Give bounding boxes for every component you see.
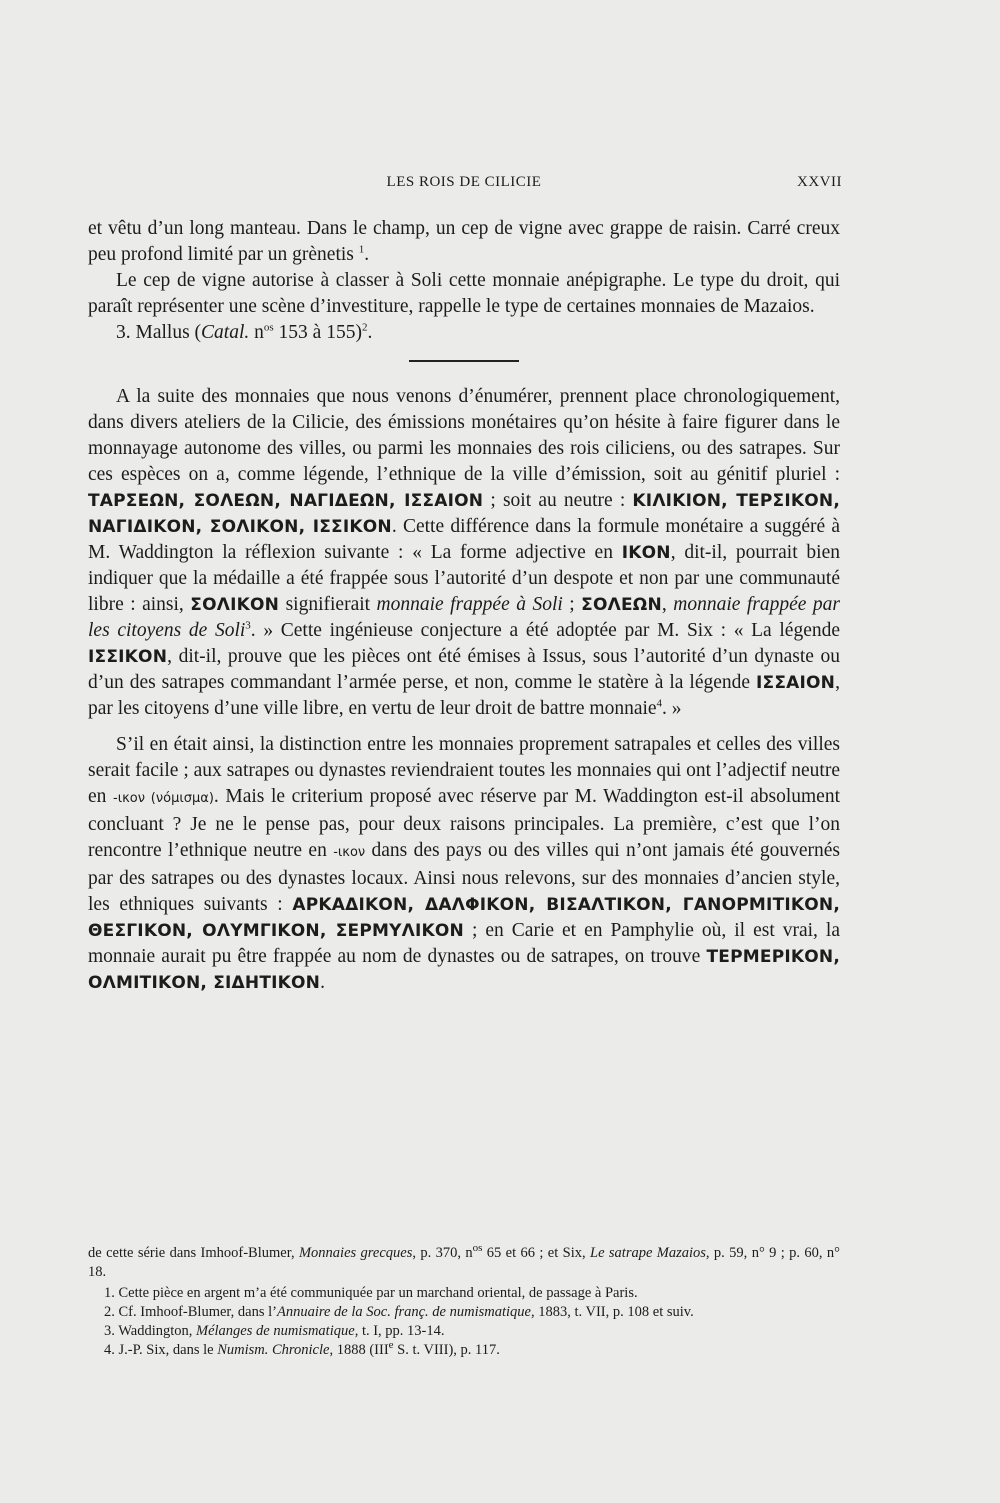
header-title: LES ROIS DE CILICIE [386, 174, 542, 190]
greek-suffix: -ικον (νόμισμα) [113, 790, 214, 806]
footnote-ref-3[interactable]: 3 [245, 619, 251, 631]
greek-legend: ΣΟΛΕΩΝ [581, 594, 662, 615]
greek-legend: ΚΙΛΙΚΙΟΝ, ΤΕΡΣΙΚΟΝ, ΝΑΓΙΔΙΚΟΝ, ΣΟΛΙΚΟΝ, ΙΣΣΙΚΟΝ [88, 490, 840, 537]
paragraph-5: S’il en était ainsi, la distinction entre les monnaies proprement satrapales et celles des villes serait facile ; aux satrapes ou dynastes reviendraient toutes les monnaies qui ont l’adjectif neutre en -ικον (νόμισμα). Mais le criterium proposé avec réserve par M. Waddington est-il absolument concluant ? Je ne le pense pas, pour deux raisons principales. La première, c’est que l’on rencontre l’ethnique neutre en -ικον dans des pays ou des villes qui n’ont jamais été gouvernés par des satrapes ou des dynastes locaux. Ainsi nous relevons, sur des monnaies d’ancien style, les ethniques suivants : ΑΡΚΑΔΙΚΟΝ, ΔΑΛΦΙΚΟΝ, ΒΙΣΑΛΤΙΚΟΝ, ΓΑΝΟΡΜΙΤΙΚΟΝ, ΘΕΣΓΙΚΟΝ, ΟΛΥΜΓΙΚΟΝ, ΣΕΡΜΥΛΙΚΟΝ ; en Carie et en Pamphylie où, il est vrai, la monnaie aurait pu être frappée au nom de dynastes ou de satrapes, on trouve ΤΕΡΜΕΡΙΚΟΝ, ΟΛΜΙΤΙΚΟΝ, ΣΙΔΗΤΙΚΟΝ. [88, 733, 841, 993]
greek-legend: ΑΡΚΑΔΙΚΟΝ, ΔΑΛΦΙΚΟΝ, ΒΙΣΑΛΤΙΚΟΝ, ΓΑΝΟΡΜΙΤΙΚΟΝ, ΘΕΣΓΙΚΟΝ, ΟΛΥΜΓΙΚΟΝ, ΣΕΡΜΥΛΙΚΟΝ [88, 894, 840, 941]
footnote-4: 4. J.-P. Six, dans le Numism. Chronicle, 1888 (IIIe S. t. VIII), p. 117. [104, 1339, 500, 1358]
greek-legend: ΙΣΣΑΙΟΝ [756, 672, 836, 693]
footnote-ref-1[interactable]: 1 [358, 243, 365, 256]
greek-legend: ΤΕΡΜΕΡΙΚΟΝ, ΟΛΜΙΤΙΚΟΝ, ΣΙΔΗΤΙΚΟΝ [88, 946, 840, 993]
section-divider [409, 360, 519, 362]
page-number: XXVII [797, 174, 842, 190]
footnotes [88, 1244, 840, 1360]
footnote-3: 3. Waddington, Mélanges de numismatique, t. I, pp. 13-14. [104, 1323, 445, 1339]
running-header [88, 174, 840, 198]
greek-legend: ΙΚΟΝ [621, 542, 671, 563]
paragraph-4: A la suite des monnaies que nous venons d’énumérer, prennent place chronologiquement, dans divers ateliers de la Cilicie, des émissions monétaires qu’on hésite à faire figurer dans le monnayage autonome des villes, ou parmi les monnaies des rois ciliciens, ou des satrapes. Sur ces espèces on a, comme légende, l’ethnique de la ville d’émission, soit au génitif pluriel : ΤΑΡΣΕΩΝ, ΣΟΛΕΩΝ, ΝΑΓΙΔΕΩΝ, ΙΣΣΑΙΟΝ ; soit au neutre : ΚΙΛΙΚΙΟΝ, ΤΕΡΣΙΚΟΝ, ΝΑΓΙΔΙΚΟΝ, ΣΟΛΙΚΟΝ, ΙΣΣΙΚΟΝ. Cette différence dans la formule monétaire a suggéré à M. Waddington la réflexion suivante : « La forme adjective en ΙΚΟΝ, dit-il, pourrait bien indiquer que la médaille a été frappée sous l’autorité d’un despote et non par une communauté libre : ainsi, ΣΟΛΙΚΟΝ signifierait monnaie frappée à Soli ; ΣΟΛΕΩΝ, monnaie frappée par les citoyens de Soli$^3$. » Cette ingénieuse conjecture a été adoptée par M. Six : « La légende ΙΣΣΙΚΟΝ, dit-il, prouve que les pièces ont été émises à Issus, sous l’autorité d’un dynaste ou d’un des satrapes commandant l’armée perse, et non, comme le statère à la légende ΙΣΣΑΙΟΝ, par les citoyens d’une ville libre, en vertu de leur droit de battre monnaie$^4$. » [88, 385, 841, 719]
footnote-2: 2. Cf. Imhoof-Blumer, dans l’Annuaire de la Soc. franç. de numismatique, 1883, t. VII, p. 108 et suiv. [104, 1304, 694, 1320]
greek-legend: ΣΟΛΙΚΟΝ [190, 594, 280, 615]
paragraph-3: 3. Mallus (Catal. $n^{os}$ 153 à 155)$^2$. [116, 321, 373, 343]
greek-suffix: -ικον [333, 844, 366, 860]
footnote-ref-4[interactable]: 4 [656, 697, 663, 709]
main-text [88, 216, 840, 996]
paragraph-2: Le cep de vigne autorise à classer à Soli cette monnaie anépigraphe. Le type du droit, qui paraît représenter une scène d’investiture, rappelle le type de certaines monnaies de Mazaios. [88, 270, 840, 317]
footnote-1: 1. Cette pièce en argent m’a été communiquée par un marchand oriental, de passage à Paris. [104, 1285, 638, 1301]
footnote-continuation: de cette série dans Imhoof-Blumer, Monnaies grecques, p. 370, $n^{os}$ 65 et 66 ; et Six, Le satrape Mazaios, p. 59, n° 9 ; p. 60, n° 18. [88, 1242, 840, 1280]
greek-legend: ΙΣΣΙΚΟΝ [88, 646, 168, 667]
greek-legend: ΤΑΡΣΕΩΝ, ΣΟΛΕΩΝ, ΝΑΓΙΔΕΩΝ, ΙΣΣΑΙΟΝ [88, 490, 484, 511]
paragraph-1: et vêtu d’un long manteau. Dans le champ, un cep de vigne avec grappe de raisin. Carré creux peu profond limité par un grènetis $^1$. [88, 218, 840, 265]
footnote-ref-2[interactable]: 2 [361, 321, 368, 334]
